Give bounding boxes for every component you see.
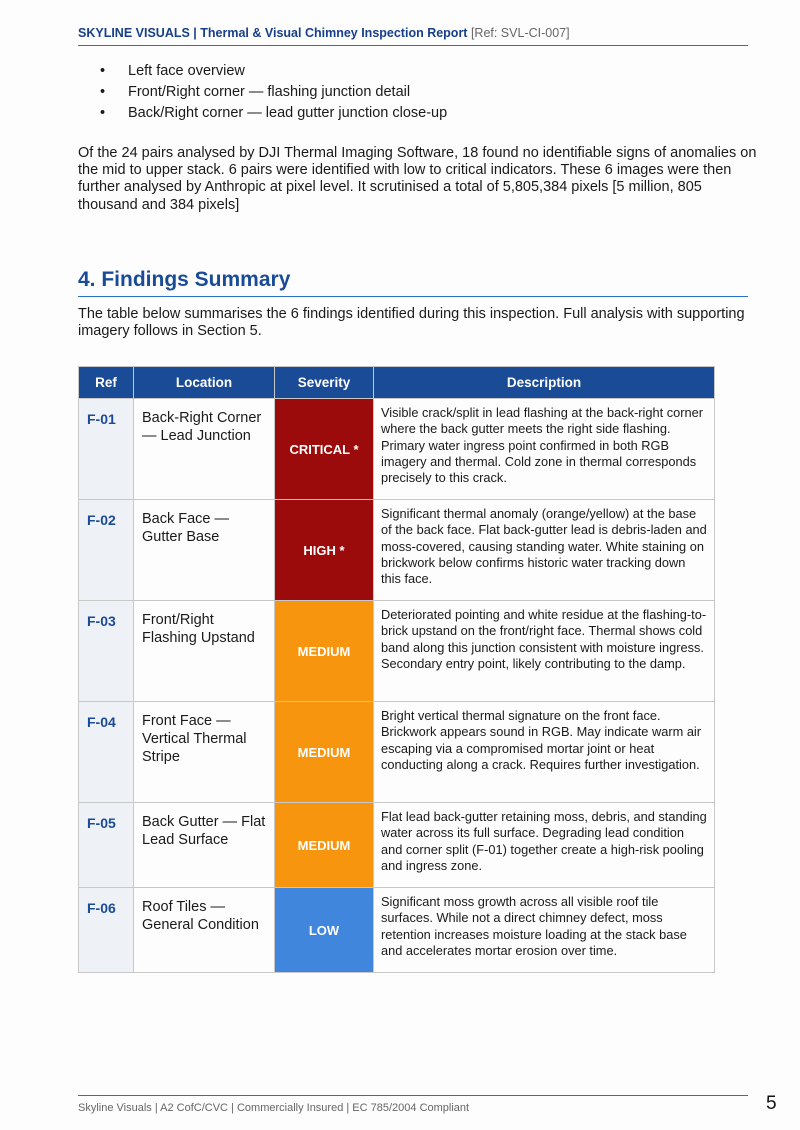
finding-location: Back Face — Gutter Base xyxy=(134,500,275,601)
finding-ref: F-06 xyxy=(79,888,134,973)
col-header-ref: Ref xyxy=(79,367,134,399)
bullet-list xyxy=(100,61,447,124)
finding-ref: F-04 xyxy=(79,702,134,803)
table-header-row xyxy=(79,367,715,399)
finding-ref: F-02 xyxy=(79,500,134,601)
table-row xyxy=(79,803,715,888)
section-heading: 4. Findings Summary xyxy=(78,268,748,297)
findings-table xyxy=(78,366,715,973)
page-footer: Skyline Visuals | A2 CofC/CVC | Commercially Insured | EC 785/2004 Compliant xyxy=(78,1095,748,1114)
finding-description: Visible crack/split in lead flashing at the back-right corner where the back gutter meets the right side flashing. Primary water ingress point confirmed in both RGB imagery and thermal. Cold zone in thermal corresponds precisely to this crack. xyxy=(374,399,715,500)
finding-location: Roof Tiles — General Condition xyxy=(134,888,275,973)
header-brand: SKYLINE VISUALS xyxy=(78,26,190,40)
page-number: 5 xyxy=(766,1093,777,1114)
bullet-item: • Back/Right corner — lead gutter junction close-up xyxy=(100,103,447,124)
header-title: Thermal & Visual Chimney Inspection Report xyxy=(200,26,468,40)
finding-location: Front Face — Vertical Thermal Stripe xyxy=(134,702,275,803)
section-paragraph: The table below summarises the 6 findings identified during this inspection. Full analysis with supporting imagery follows in Section 5. xyxy=(78,306,745,340)
col-header-description: Description xyxy=(374,367,715,399)
severity-badge: LOW xyxy=(275,888,374,973)
finding-description: Deteriorated pointing and white residue at the flashing-to-brick upstand on the front/right face. Thermal shows cold band along this junction consistent with moisture ingress. Secondary entry point, likely contributing to the damp. xyxy=(374,601,715,702)
intro-paragraph: Of the 24 pairs analysed by DJI Thermal Imaging Software, 18 found no identifiable signs of anomalies on the mid to upper stack. 6 pairs were identified with low to critical indicators. These 6 images were then further analysed by Anthropic at pixel level. It scrutinised a total of 5,805,384 pixels [5 million, 805 thousand and 384 pixels] xyxy=(78,145,757,213)
severity-badge: MEDIUM xyxy=(275,803,374,888)
finding-description: Significant moss growth across all visible roof tile surfaces. While not a direct chimney defect, moss retention increases moisture loading at the stack base and accelerates mortar erosion over time. xyxy=(374,888,715,973)
finding-description: Flat lead back-gutter retaining moss, debris, and standing water across its full surface. Degrading lead condition and corner split (F-01) together create a high-risk pooling and ingress zone. xyxy=(374,803,715,888)
severity-badge: MEDIUM xyxy=(275,702,374,803)
finding-ref: F-03 xyxy=(79,601,134,702)
header-ref: [Ref: SVL-CI-007] xyxy=(467,26,570,40)
finding-location: Front/Right Flashing Upstand xyxy=(134,601,275,702)
finding-ref: F-05 xyxy=(79,803,134,888)
header-separator: | xyxy=(189,26,201,40)
col-header-location: Location xyxy=(134,367,275,399)
bullet-item: • Front/Right corner — flashing junction detail xyxy=(100,82,447,103)
bullet-item: • Left face overview xyxy=(100,61,447,82)
col-header-severity: Severity xyxy=(275,367,374,399)
finding-description: Bright vertical thermal signature on the front face. Brickwork appears sound in RGB. May indicate warm air escaping via a compromised mortar joint or heat conducting along a crack. Requires further investigation. xyxy=(374,702,715,803)
severity-badge: MEDIUM xyxy=(275,601,374,702)
table-row xyxy=(79,702,715,803)
table-row xyxy=(79,500,715,601)
table-row xyxy=(79,601,715,702)
finding-location: Back Gutter — Flat Lead Surface xyxy=(134,803,275,888)
finding-description: Significant thermal anomaly (orange/yellow) at the base of the back face. Flat back-gutter lead is debris-laden and moss-covered, causing standing water. White staining on brickwork below confirms historic water tracking down this face. xyxy=(374,500,715,601)
finding-ref: F-01 xyxy=(79,399,134,500)
finding-location: Back-Right Corner — Lead Junction xyxy=(134,399,275,500)
page-header xyxy=(78,26,748,46)
table-row xyxy=(79,888,715,973)
severity-badge: CRITICAL * xyxy=(275,399,374,500)
severity-badge: HIGH * xyxy=(275,500,374,601)
table-row xyxy=(79,399,715,500)
